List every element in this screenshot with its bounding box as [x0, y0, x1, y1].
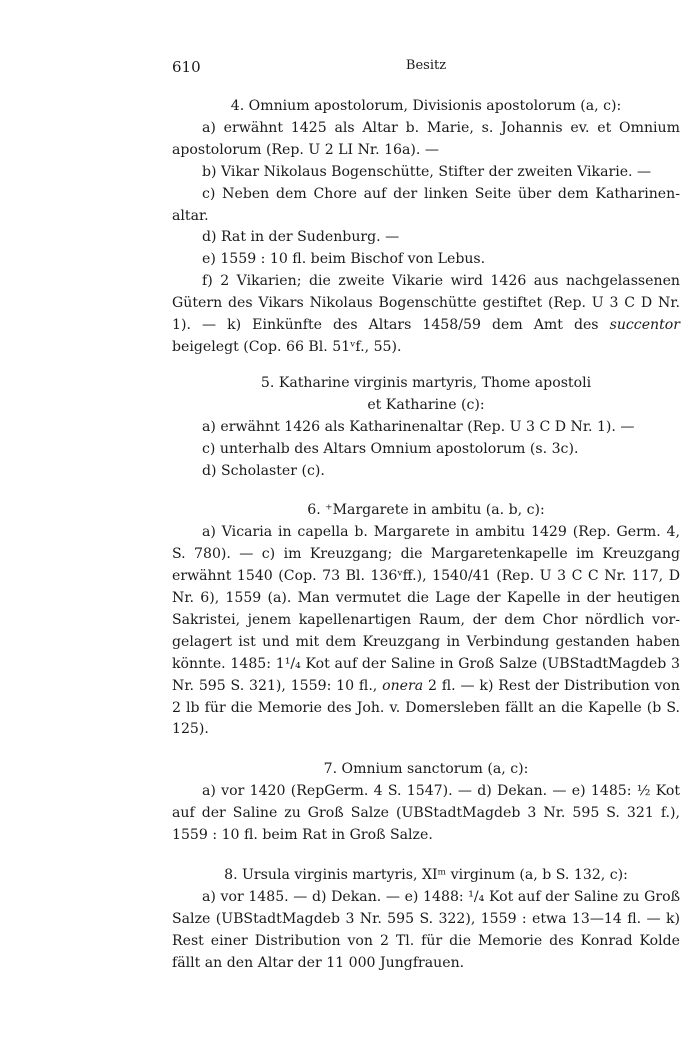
section-4-item-f-text: f) 2 Vikarien; die zweite Vikarie wird 1426 aus nachgelassenen Gütern des Vikars Nikolaus Bogenschütte gestiftet (Rep. U 3 C D Nr. 1). — k) Einkünfte des Altars 1458/59 dem Amt des [172, 273, 680, 334]
section-7-heading: 7. Omnium sanctorum (a, c): [323, 761, 529, 778]
section-7-paragraph: a) vor 1420 (RepGerm. 4 S. 1547). — d) Dekan. — e) 1485: ½ Kot auf der Saline zu Groß Salze (UBStadtMagdeb 3 Nr. 595 S. 321 f.), 1559 : 10 fl. beim Rat in Groß Salze. [172, 783, 680, 844]
section-8-heading: 8. Ursula virginis martyris, XIᵐ virginum (a, b S. 132, c): [224, 867, 628, 883]
section-6-italic-term: onera [382, 677, 424, 694]
section-6-text: a) Vicaria in capella b. Margarete in ambitu 1429 (Rep. Germ. 4, S. 780). — c) im Kreuzgang; die Margaretenkapelle im Kreuzgang erwähnt 1540 (Cop. 73 Bl. 136ᵛff.), 1540/41 (Rep. U 3 C C Nr. 117, D Nr. 6), 1559 (a). Man vermutet die Lage der Kapelle in der heutigen Sakristei, jenem kapellenartigen Raum, der dem Chor nördlich vor-gelagert ist und mit dem Kreuzgang in Verbindung gestanden haben könnte. 1485: 1¹/₄ Kot auf der Saline in Groß Salze (UBStadtMagdeb 3 Nr. 595 S. 321), 1559: 10 fl., [172, 524, 680, 694]
section-4-item-f-tail: beigelegt (Cop. 66 Bl. 51ᵛf., 55). [172, 338, 402, 355]
section-6-tail: 2 fl. — k) Rest der Distribution von 2 lb für die Memorie des Joh. v. Domersleben fällt an die Kapelle (b S. 125). [172, 677, 680, 738]
section-4-item-c: c) Neben dem Chore auf der linken Seite über dem Katharinen-altar. [172, 185, 680, 224]
section-5-item-d: d) Scholaster (c). [202, 462, 325, 479]
section-4-item-a: a) erwähnt 1425 als Altar b. Marie, s. Johannis ev. et Omnium apostolorum (Rep. U 2 LI Nr. 16a). — [172, 119, 680, 158]
section-6-paragraph [172, 522, 680, 741]
page-number: 610 [172, 58, 201, 76]
section-5-heading-line1: 5. Katharine virginis martyris, Thome apostoli [260, 374, 592, 391]
section-8-paragraph: a) vor 1485. — d) Dekan. — e) 1488: ¹/₄ Kot auf der Saline zu Groß Salze (UBStadtMagdeb 3 Nr. 595 S. 322), 1559 : etwa 13—14 fl. — k) Rest einer Distribution von 2 Tl. für die Memorie des Konrad Kolde fällt an den Altar der 11 000 Jungfrauen. [172, 888, 680, 971]
section-4-italic-term: succentor [609, 317, 680, 334]
section-6-heading: 6. ⁺Margarete in ambitu (a. b, c): [307, 502, 545, 519]
page-body [172, 96, 680, 975]
running-title: Besitz [405, 58, 447, 73]
section-4-item-d: d) Rat in der Sudenburg. — [202, 229, 400, 246]
section-5-item-a: a) erwähnt 1426 als Katharinenaltar (Rep. U 3 C D Nr. 1). — [202, 418, 635, 435]
page-header [172, 58, 680, 80]
section-4-item-f [172, 271, 680, 359]
section-4-item-e: e) 1559 : 10 fl. beim Bischof von Lebus. [202, 251, 486, 268]
section-5-heading-line2: et Katharine (c): [367, 396, 485, 413]
section-4-heading: 4. Omnium apostolorum, Divisionis apostolorum (a, c): [230, 98, 622, 114]
section-5-item-c: c) unterhalb des Altars Omnium apostolorum (s. 3c). [202, 440, 579, 457]
section-4-item-b: b) Vikar Nikolaus Bogenschütte, Stifter der zweiten Vikarie. — [202, 163, 652, 180]
